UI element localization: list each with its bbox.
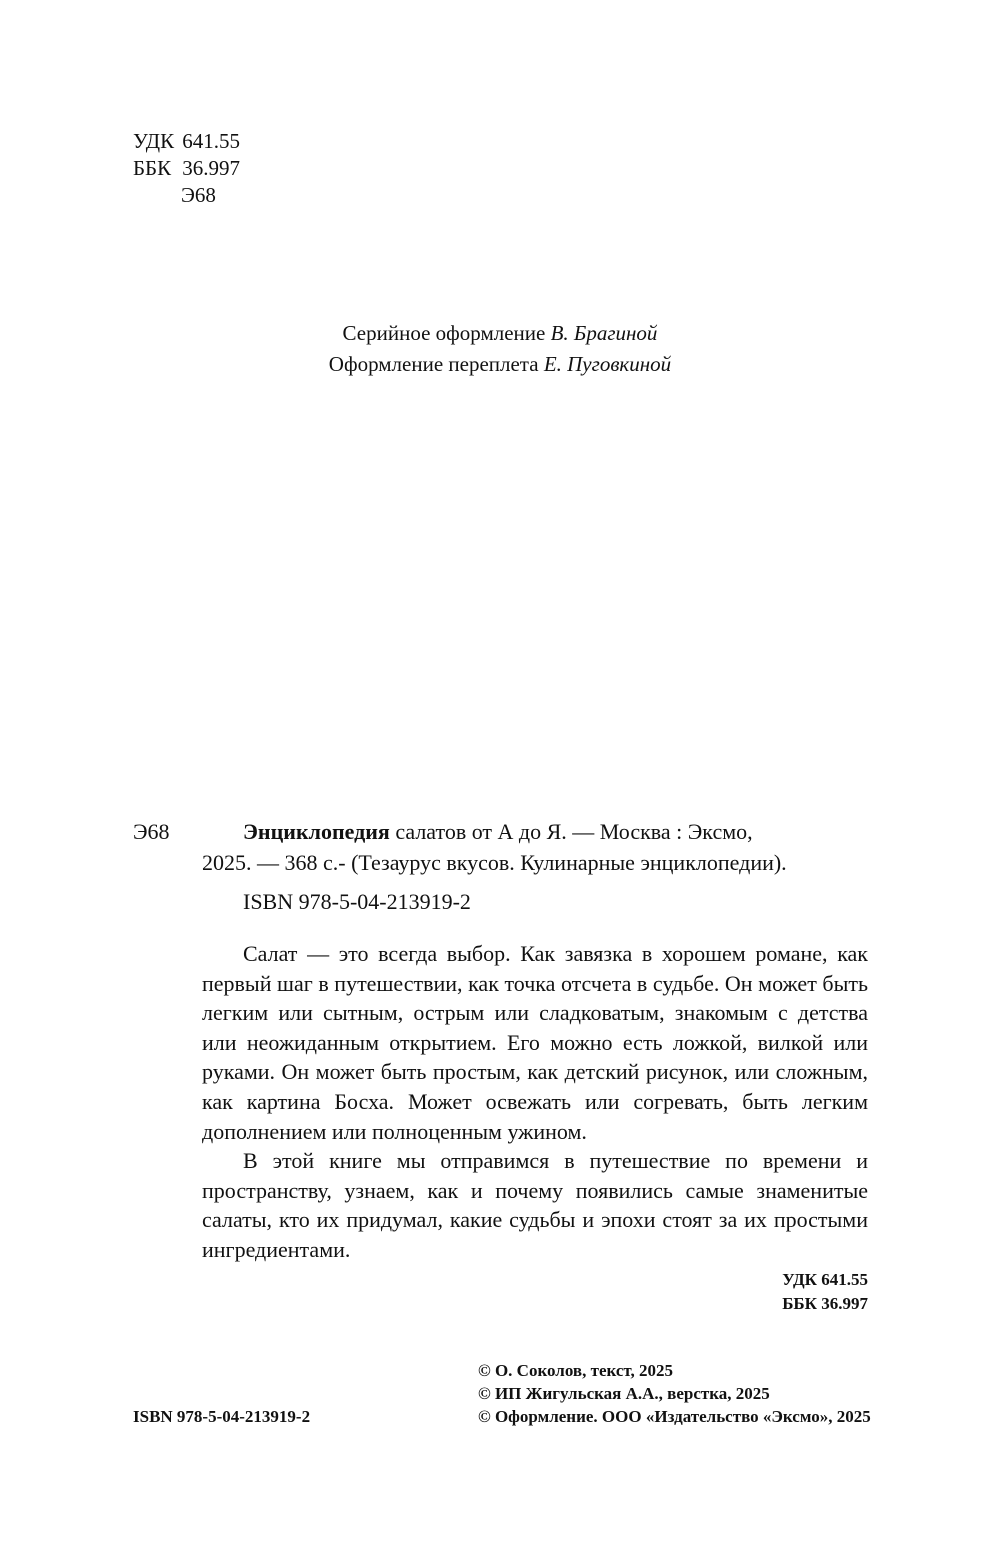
udk-code: УДК 641.55 — [782, 1270, 868, 1289]
cover-design-label: Оформление переплета — [328, 352, 539, 376]
copyright-line: © ИП Жигульская А.А., верстка, 2025 — [478, 1384, 770, 1403]
copyright-line: © О. Соколов, текст, 2025 — [478, 1361, 673, 1380]
annotation-paragraph: Салат — это всегда выбор. Как завязка в хорошем романе, как первый шаг в путешествии, как точка отсчета в судьбе. Он может быть легким или сытным, острым или сладковатым, знакомым с детства или неожиданным открытием. Его можно есть ложкой, вилкой или руками. Он может быть простым, как детский рисунок, или сложным, как картина Босха. Может освежать или согревать, быть легким дополнением или полноценным ужином. — [202, 941, 868, 1144]
udk-row — [133, 128, 240, 155]
bbk-code: ББК 36.997 — [782, 1294, 868, 1313]
series-designer-name: В. Брагиной — [550, 321, 658, 345]
design-credits — [0, 318, 1000, 380]
biblio-title-line — [243, 816, 868, 847]
biblio-title-rest: салатов от А до Я. — Москва : Эксмо, — [389, 819, 753, 844]
bbk-row — [133, 155, 240, 182]
biblio-title-bold: Энциклопедия — [243, 819, 390, 844]
series-design-label: Серийное оформление — [342, 321, 546, 345]
udk-value: 641.55 — [182, 129, 240, 153]
bbk-label: ББК — [133, 156, 172, 180]
isbn-bottom: ISBN 978-5-04-213919-2 — [133, 1407, 311, 1426]
cover-design-credit — [0, 349, 1000, 380]
cover-designer-name: Е. Пуговкиной — [543, 352, 672, 376]
biblio-author-mark: Э68 — [133, 819, 170, 844]
bbk-value: 36.997 — [182, 156, 240, 180]
classification-codes-top — [133, 128, 240, 209]
copyright-line: © Оформление. ООО «Издательство «Эксмо», 2025 — [478, 1407, 871, 1426]
annotation-paragraph: В этой книге мы отправимся в путешествие по времени и пространству, узнаем, как и почему появились самые знаменитые салаты, кто их придумал, какие судьбы и эпохи стоят за их простыми ингредиентами. — [202, 1148, 868, 1262]
annotation — [202, 939, 868, 1265]
series-design-credit — [0, 318, 1000, 349]
classification-codes-bottom — [782, 1268, 868, 1316]
biblio-continuation: 2025. — 368 с.- (Тезаурус вкусов. Кулинарные энциклопедии). — [202, 850, 787, 875]
bibliographic-record — [133, 816, 868, 1265]
biblio-isbn: ISBN 978-5-04-213919-2 — [243, 889, 471, 914]
copyright-block — [478, 1359, 871, 1428]
udk-label: УДК — [133, 129, 175, 153]
author-mark: Э68 — [181, 183, 216, 207]
